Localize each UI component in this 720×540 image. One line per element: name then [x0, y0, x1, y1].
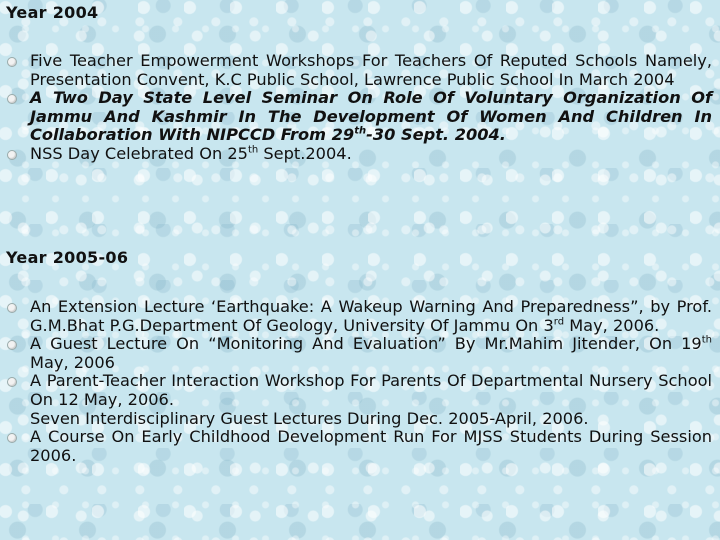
list-item [0, 298, 712, 335]
item-text-tail: Sept.2004. [258, 143, 352, 163]
section-title-2005-06: Year 2005-06 [6, 248, 129, 267]
list-2004 [0, 52, 712, 164]
list-item [0, 145, 712, 164]
item-text: A Two Day State Level Seminar On Role Of Voluntary Organization Of Jammu And Kashmir In The Development Of Women And Children In Collaboration With NIPCCD From 29 [30, 88, 712, 145]
bullet-icon [7, 340, 17, 350]
list-2005-06 [0, 298, 712, 465]
item-text-tail: -30 Sept. 2004. [366, 125, 506, 145]
bullet-icon [7, 303, 17, 313]
item-text: A Course On Early Childhood Development Run For MJSS Students During Session 2006. [30, 427, 712, 465]
item-text: A Guest Lecture On “Monitoring And Evaluation” By Mr.Mahim Jitender, On 19 [30, 334, 702, 354]
item-text: Seven Interdisciplinary Guest Lectures During Dec. 2005-April, 2006. [30, 408, 589, 428]
superscript: th [701, 334, 712, 346]
item-text: An Extension Lecture ‘Earthquake: A Wakeup Warning And Preparedness”, by Prof. G.M.Bhat P.G.Department Of Geology, University Of Jammu On 3 [30, 297, 712, 335]
superscript: rd [553, 316, 565, 328]
item-text: Five Teacher Empowerment Workshops For Teachers Of Reputed Schools Namely, Presentation Convent, K.C Public School, Lawrence Public School In March 2004 [30, 51, 712, 89]
list-item [0, 335, 712, 372]
list-item [0, 89, 712, 145]
list-item [0, 428, 712, 465]
item-text: A Parent-Teacher Interaction Workshop For Parents Of Departmental Nursery School On 12 May, 2006. [30, 371, 712, 409]
item-text-tail: May, 2006 [30, 352, 115, 372]
list-item [0, 410, 712, 429]
list-item [0, 52, 712, 89]
bullet-icon [7, 433, 17, 443]
bullet-icon [7, 57, 17, 67]
section-title-2004: Year 2004 [6, 3, 99, 22]
superscript: th [247, 144, 259, 156]
superscript: th [354, 125, 367, 137]
item-text: NSS Day Celebrated On 25 [30, 143, 248, 163]
bullet-icon [7, 150, 17, 160]
item-text-tail: May, 2006. [564, 315, 660, 335]
bullet-icon [7, 377, 17, 387]
list-item [0, 372, 712, 409]
bullet-icon [7, 94, 17, 104]
